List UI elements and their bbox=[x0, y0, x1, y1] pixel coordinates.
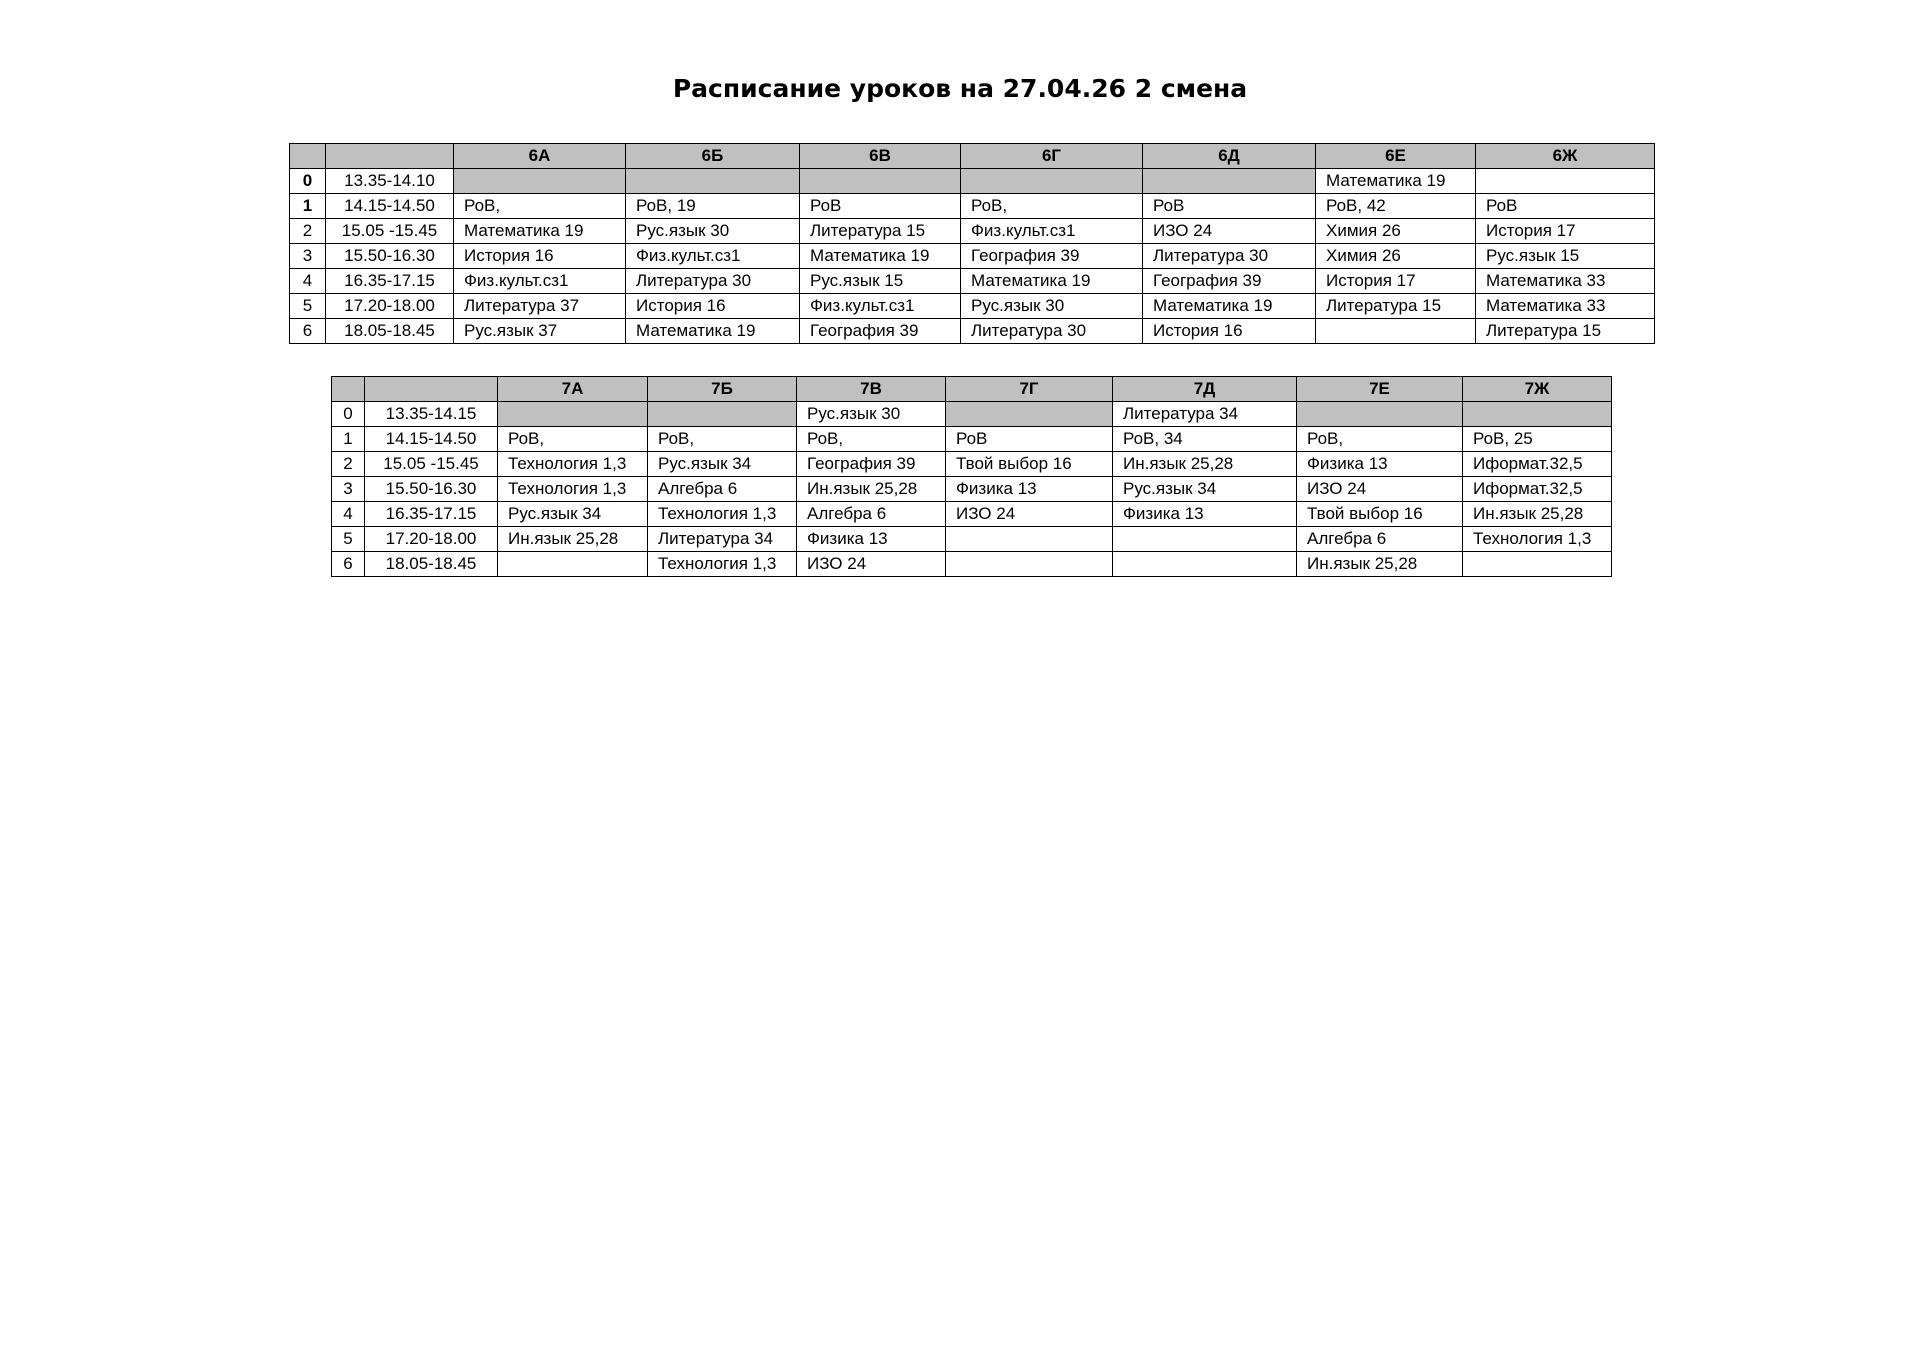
lesson-cell bbox=[1476, 169, 1655, 194]
class-header: 6Е bbox=[1316, 144, 1476, 169]
lesson-cell: Твой выбор 16 bbox=[946, 452, 1113, 477]
lesson-cell: РоВ, 25 bbox=[1463, 427, 1612, 452]
lesson-cell bbox=[1463, 552, 1612, 577]
lesson-time: 18.05-18.45 bbox=[326, 319, 454, 344]
lesson-cell: Технология 1,3 bbox=[1463, 527, 1612, 552]
lesson-cell: Алгебра 6 bbox=[1297, 527, 1463, 552]
lesson-cell: Химия 26 bbox=[1316, 244, 1476, 269]
lesson-cell: География 39 bbox=[1143, 269, 1316, 294]
class-header: 7Г bbox=[946, 377, 1113, 402]
lesson-cell bbox=[946, 527, 1113, 552]
lesson-cell: Рус.язык 30 bbox=[797, 402, 946, 427]
lesson-cell: РоВ, 42 bbox=[1316, 194, 1476, 219]
class-header: 6Ж bbox=[1476, 144, 1655, 169]
lesson-cell: Физ.культ.сз1 bbox=[454, 269, 626, 294]
lesson-cell bbox=[800, 169, 961, 194]
class-header: 7Д bbox=[1113, 377, 1297, 402]
lesson-number: 0 bbox=[290, 169, 326, 194]
lesson-cell: Физика 13 bbox=[946, 477, 1113, 502]
lesson-cell: Рус.язык 15 bbox=[800, 269, 961, 294]
lesson-time: 16.35-17.15 bbox=[326, 269, 454, 294]
lesson-cell bbox=[498, 552, 648, 577]
lesson-cell: Ин.язык 25,28 bbox=[797, 477, 946, 502]
lesson-number: 0 bbox=[332, 402, 365, 427]
lesson-cell bbox=[1297, 402, 1463, 427]
schedule-table-grade-6 bbox=[289, 143, 1655, 344]
lesson-time: 15.50-16.30 bbox=[365, 477, 498, 502]
lesson-cell bbox=[1463, 402, 1612, 427]
lesson-cell: Математика 19 bbox=[1316, 169, 1476, 194]
lesson-number: 1 bbox=[332, 427, 365, 452]
lesson-cell: Технология 1,3 bbox=[648, 502, 797, 527]
lesson-cell bbox=[1113, 552, 1297, 577]
table-row bbox=[332, 402, 1612, 427]
lesson-time: 13.35-14.15 bbox=[365, 402, 498, 427]
lesson-cell: История 17 bbox=[1316, 269, 1476, 294]
lesson-cell: Ин.язык 25,28 bbox=[1463, 502, 1612, 527]
lesson-cell: Физ.культ.сз1 bbox=[800, 294, 961, 319]
lesson-cell: РоВ bbox=[800, 194, 961, 219]
lesson-time: 15.50-16.30 bbox=[326, 244, 454, 269]
lesson-cell: Иформат.32,5 bbox=[1463, 452, 1612, 477]
lesson-time: 14.15-14.50 bbox=[365, 427, 498, 452]
lesson-cell bbox=[961, 169, 1143, 194]
lesson-time: 17.20-18.00 bbox=[365, 527, 498, 552]
table-row bbox=[290, 244, 1655, 269]
table-row bbox=[332, 427, 1612, 452]
lesson-cell: РоВ, 19 bbox=[626, 194, 800, 219]
lesson-cell: Ин.язык 25,28 bbox=[1113, 452, 1297, 477]
lesson-number: 4 bbox=[332, 502, 365, 527]
table-row bbox=[290, 319, 1655, 344]
class-header: 7А bbox=[498, 377, 648, 402]
lesson-time: 13.35-14.10 bbox=[326, 169, 454, 194]
lesson-cell bbox=[946, 552, 1113, 577]
lesson-cell: География 39 bbox=[800, 319, 961, 344]
lesson-time: 15.05 -15.45 bbox=[365, 452, 498, 477]
lesson-cell: РоВ bbox=[946, 427, 1113, 452]
lesson-cell: Рус.язык 34 bbox=[1113, 477, 1297, 502]
header-row bbox=[290, 144, 1655, 169]
lesson-cell: Технология 1,3 bbox=[648, 552, 797, 577]
lesson-number: 3 bbox=[332, 477, 365, 502]
class-header: 6Б bbox=[626, 144, 800, 169]
lesson-cell: Литература 34 bbox=[1113, 402, 1297, 427]
lesson-cell: РоВ, bbox=[648, 427, 797, 452]
lesson-cell bbox=[626, 169, 800, 194]
lesson-cell bbox=[1143, 169, 1316, 194]
lesson-cell: Литература 30 bbox=[961, 319, 1143, 344]
lesson-cell: Ин.язык 25,28 bbox=[1297, 552, 1463, 577]
table-row bbox=[332, 527, 1612, 552]
lesson-cell: Алгебра 6 bbox=[648, 477, 797, 502]
lesson-cell bbox=[946, 402, 1113, 427]
lesson-number: 6 bbox=[290, 319, 326, 344]
lesson-cell: Физ.культ.сз1 bbox=[626, 244, 800, 269]
class-header: 6Г bbox=[961, 144, 1143, 169]
lesson-cell: Физика 13 bbox=[1113, 502, 1297, 527]
lesson-time: 16.35-17.15 bbox=[365, 502, 498, 527]
lesson-number: 5 bbox=[332, 527, 365, 552]
lesson-number: 2 bbox=[332, 452, 365, 477]
table-row bbox=[332, 477, 1612, 502]
lesson-time: 18.05-18.45 bbox=[365, 552, 498, 577]
lesson-number: 1 bbox=[290, 194, 326, 219]
lesson-cell: Математика 33 bbox=[1476, 269, 1655, 294]
schedule-table-grade-7 bbox=[331, 376, 1612, 577]
lesson-cell: Литература 34 bbox=[648, 527, 797, 552]
lesson-cell: География 39 bbox=[797, 452, 946, 477]
lesson-cell: РоВ, 34 bbox=[1113, 427, 1297, 452]
lesson-cell: РоВ, bbox=[797, 427, 946, 452]
lesson-cell: История 16 bbox=[626, 294, 800, 319]
class-header: 6Д bbox=[1143, 144, 1316, 169]
lesson-cell: Рус.язык 30 bbox=[961, 294, 1143, 319]
lesson-cell: Химия 26 bbox=[1316, 219, 1476, 244]
lesson-cell bbox=[454, 169, 626, 194]
lesson-time: 17.20-18.00 bbox=[326, 294, 454, 319]
lesson-cell: География 39 bbox=[961, 244, 1143, 269]
lesson-cell: Литература 15 bbox=[800, 219, 961, 244]
lesson-cell: История 16 bbox=[1143, 319, 1316, 344]
class-header: 7В bbox=[797, 377, 946, 402]
lesson-cell: Рус.язык 15 bbox=[1476, 244, 1655, 269]
lesson-cell: Математика 19 bbox=[800, 244, 961, 269]
lesson-cell: РоВ bbox=[1143, 194, 1316, 219]
lesson-cell: История 16 bbox=[454, 244, 626, 269]
lesson-cell: ИЗО 24 bbox=[1297, 477, 1463, 502]
page-title: Расписание уроков на 27.04.26 2 смена bbox=[672, 74, 1248, 103]
lesson-cell: Математика 19 bbox=[1143, 294, 1316, 319]
lesson-cell: Математика 33 bbox=[1476, 294, 1655, 319]
table-row bbox=[290, 169, 1655, 194]
lesson-cell: ИЗО 24 bbox=[946, 502, 1113, 527]
lesson-cell bbox=[1316, 319, 1476, 344]
lesson-cell: Математика 19 bbox=[626, 319, 800, 344]
lesson-cell: Математика 19 bbox=[454, 219, 626, 244]
lesson-cell: Физика 13 bbox=[797, 527, 946, 552]
lesson-number: 5 bbox=[290, 294, 326, 319]
table-row bbox=[332, 552, 1612, 577]
lesson-cell bbox=[648, 402, 797, 427]
header-num bbox=[290, 144, 326, 169]
table-row bbox=[332, 502, 1612, 527]
lesson-cell: Технология 1,3 bbox=[498, 477, 648, 502]
lesson-cell: РоВ, bbox=[498, 427, 648, 452]
header-num bbox=[332, 377, 365, 402]
lesson-time: 15.05 -15.45 bbox=[326, 219, 454, 244]
table-row bbox=[290, 294, 1655, 319]
class-header: 7Б bbox=[648, 377, 797, 402]
header-time bbox=[365, 377, 498, 402]
class-header: 7Е bbox=[1297, 377, 1463, 402]
lesson-cell: История 17 bbox=[1476, 219, 1655, 244]
lesson-cell: ИЗО 24 bbox=[1143, 219, 1316, 244]
lesson-cell: Твой выбор 16 bbox=[1297, 502, 1463, 527]
lesson-cell: РоВ, bbox=[1297, 427, 1463, 452]
lesson-cell: Литература 30 bbox=[626, 269, 800, 294]
table-row bbox=[290, 269, 1655, 294]
lesson-cell: Физ.культ.сз1 bbox=[961, 219, 1143, 244]
lesson-cell: Рус.язык 34 bbox=[498, 502, 648, 527]
lesson-cell: Иформат.32,5 bbox=[1463, 477, 1612, 502]
class-header: 6В bbox=[800, 144, 961, 169]
lesson-cell: Ин.язык 25,28 bbox=[498, 527, 648, 552]
lesson-cell: Рус.язык 30 bbox=[626, 219, 800, 244]
lesson-cell: Рус.язык 37 bbox=[454, 319, 626, 344]
lesson-number: 2 bbox=[290, 219, 326, 244]
lesson-cell: Литература 30 bbox=[1143, 244, 1316, 269]
lesson-time: 14.15-14.50 bbox=[326, 194, 454, 219]
lesson-cell: Литература 15 bbox=[1476, 319, 1655, 344]
lesson-cell: Технология 1,3 bbox=[498, 452, 648, 477]
lesson-cell: РоВ bbox=[1476, 194, 1655, 219]
lesson-cell bbox=[1113, 527, 1297, 552]
lesson-cell: Литература 15 bbox=[1316, 294, 1476, 319]
lesson-cell bbox=[498, 402, 648, 427]
lesson-cell: Рус.язык 34 bbox=[648, 452, 797, 477]
lesson-cell: Литература 37 bbox=[454, 294, 626, 319]
lesson-number: 4 bbox=[290, 269, 326, 294]
lesson-cell: РоВ, bbox=[454, 194, 626, 219]
table-row bbox=[332, 452, 1612, 477]
header-row bbox=[332, 377, 1612, 402]
lesson-number: 3 bbox=[290, 244, 326, 269]
class-header: 7Ж bbox=[1463, 377, 1612, 402]
lesson-cell: Алгебра 6 bbox=[797, 502, 946, 527]
table-row bbox=[290, 219, 1655, 244]
lesson-number: 6 bbox=[332, 552, 365, 577]
lesson-cell: РоВ, bbox=[961, 194, 1143, 219]
table-row bbox=[290, 194, 1655, 219]
lesson-cell: Физика 13 bbox=[1297, 452, 1463, 477]
header-time bbox=[326, 144, 454, 169]
lesson-cell: ИЗО 24 bbox=[797, 552, 946, 577]
class-header: 6А bbox=[454, 144, 626, 169]
lesson-cell: Математика 19 bbox=[961, 269, 1143, 294]
